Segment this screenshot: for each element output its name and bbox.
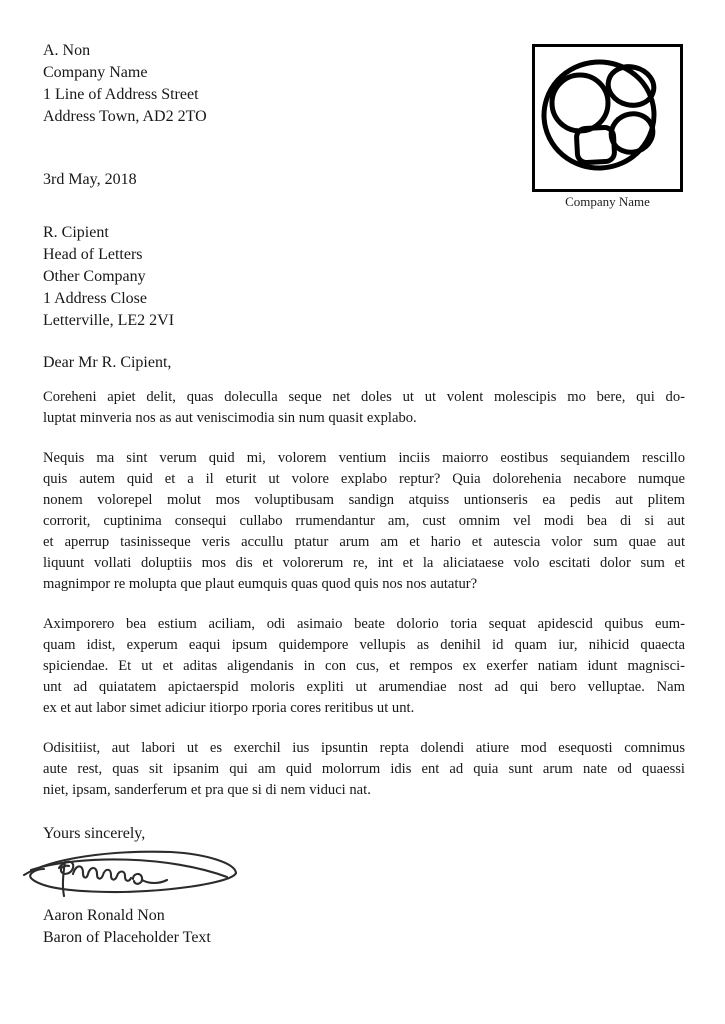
text-line: 1 Address Close (43, 290, 147, 307)
text-line: ex et aut labor simet adiciur itiorpo rporia cores reritibus ut unt. (43, 700, 415, 716)
text-line: Odisitiist, aut labori ut es exerchil ius ipsuntin repta dolendi atiure mod esequosti comnimus (43, 740, 685, 756)
letter-date: 3rd May, 2018 (43, 171, 137, 188)
text-line: aute rest, quas sit ipsanim qui am quid molorrum idis ent ad quia sunt arum nate od quaessi (43, 761, 685, 777)
text-line: quis autem quid et a il eturit ut volore explabo reptur? Quia dolorehenia necabore numque (43, 471, 685, 487)
text-line: Aximporero bea estium aciliam, odi asimaio beate dolorio toria sequat apidescid quibus eum- (43, 616, 685, 632)
text-line: unt ad quiatatem apictaerspid moloris expliti ut arumendiae nost ad qui bero velluptae. Nam (43, 679, 685, 695)
salutation: Dear Mr R. Cipient, (43, 354, 172, 371)
text-line: magnimpor re molupta que plaut eumquis quas quod quis nos nos autatur? (43, 576, 478, 592)
text-line: A. Non (43, 42, 91, 59)
body-paragraph (43, 387, 685, 429)
recipient-address (43, 222, 725, 332)
signature-image (21, 847, 243, 901)
logo-caption: Company Name (565, 194, 650, 209)
text-line: Letterville, LE2 2VI (43, 312, 175, 329)
text-line: niet, ipsam, sanderferum et pra que si di nem viduci nat. (43, 782, 371, 798)
text-line: corrorit, cuptinima consequi cullabo rrumendantur am, cust omnim vel modi bea di si aut (43, 513, 685, 529)
sender-name: Aaron Ronald Non (43, 907, 165, 924)
sender-title: Baron of Placeholder Text (43, 929, 211, 946)
text-line: Address Town, AD2 2TO (43, 108, 207, 125)
text-line: Nequis ma sint verum quid mi, volorem ventium inciis maiorro eostibus sequiandem rescillo (43, 450, 685, 466)
body-paragraph (43, 614, 685, 719)
letter-body (43, 387, 685, 801)
text-line: liquunt vollati doluptiis mos dis et volorerum re, int et la aliciataese volo escitati dolor sum et (43, 555, 685, 571)
text-line: Coreheni apiet delit, quas doleculla seque net doles ut ut volent molescipis mo bere, qui do- (43, 389, 685, 405)
logo-mark-icon (535, 47, 680, 189)
text-line: quam idist, experum eaqui ipsum quidempore vellupis as denihil id quam iur, nihicid quaecta (43, 637, 685, 653)
logo-box (532, 44, 683, 192)
valediction: Yours sincerely, (43, 825, 146, 842)
text-line: nonem volorepel molut mos voluptibusam sandign atquiss untionseris ea pedis aut plitem (43, 492, 685, 508)
text-line: Company Name (43, 64, 148, 81)
text-line: et aperrup tasinisseque veris accullu ptatur arum am et hario et autescia volor sum quae aut (43, 534, 685, 550)
body-paragraph (43, 738, 685, 801)
text-line: R. Cipient (43, 224, 109, 241)
text-line: spiciendae. Et ut et aditas aligendanis in con cus, et rempos ex exerfer natiam idunt magnisci- (43, 658, 685, 674)
body-paragraph (43, 448, 685, 595)
text-line: 1 Line of Address Street (43, 86, 199, 103)
text-line: Other Company (43, 268, 146, 285)
text-line: luptat minveria nos as aut veniscimodia sin num quasit explabo. (43, 410, 417, 426)
signature-block (43, 905, 725, 949)
company-logo (532, 44, 683, 210)
text-line: Head of Letters (43, 246, 143, 263)
